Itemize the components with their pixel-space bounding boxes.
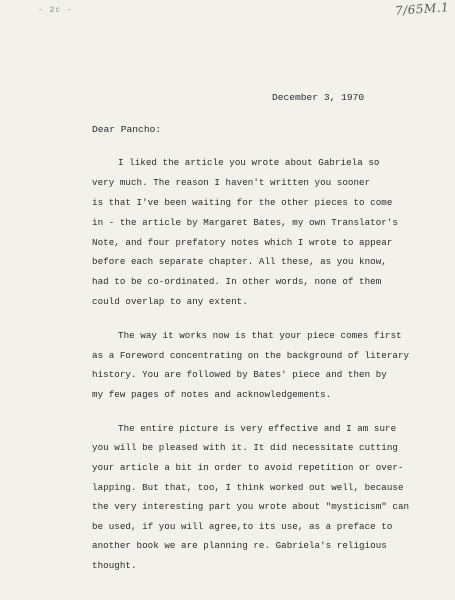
paragraph-3-line-3: your article a bit in order to avoid repetition or over- [92, 462, 404, 473]
paragraph-3-line-2: you will be pleased with it. It did necessitate cutting [92, 442, 398, 453]
paragraph-3-line-4: lapping. But that, too, I think worked out well, because [92, 482, 404, 493]
paragraph-3-line-7: another book we are planning re. Gabriela's religious [92, 540, 387, 551]
paragraph-1-line-1: I liked the article you wrote about Gabriela so [118, 157, 380, 168]
paragraph-3-line-5: the very interesting part you wrote about "mysticism" can [92, 501, 410, 512]
paragraph-1-line-6: before each separate chapter. All these, as you know, [92, 256, 387, 267]
page-mark-top-left: - 2c - [38, 6, 73, 15]
paragraph-2-line-4: my few pages of notes and acknowledgements. [92, 389, 332, 400]
paragraph-2-line-3: history. You are followed by Bates' piece and then by [92, 369, 387, 380]
letter-date: December 3, 1970 [272, 92, 365, 103]
paragraph-1-line-4: in - the article by Margaret Bates, my own Translator's [92, 217, 398, 228]
paragraph-1-line-7: had to be co-ordinated. In other words, none of them [92, 276, 382, 287]
paragraph-2-line-2: as a Foreword concentrating on the background of literary [92, 350, 410, 361]
salutation: Dear Pancho: [92, 124, 162, 135]
paragraph-3-line-6: be used, if you will agree,to its use, as a preface to [92, 521, 393, 532]
paragraph-1-line-8: could overlap to any extent. [92, 296, 248, 307]
paragraph-1-line-3: is that I've been waiting for the other pieces to come [92, 197, 393, 208]
archive-number-mark: 7/65M.1 [394, 0, 450, 18]
paragraph-3-line-8: thought. [92, 560, 137, 571]
paragraph-2-line-1: The way it works now is that your piece comes first [118, 330, 402, 341]
paragraph-3-line-1: The entire picture is very effective and I am sure [118, 423, 397, 434]
paragraph-1-line-5: Note, and four prefatory notes which I wrote to appear [92, 237, 393, 248]
paragraph-1-line-2: very much. The reason I haven't written you sooner [92, 177, 371, 188]
